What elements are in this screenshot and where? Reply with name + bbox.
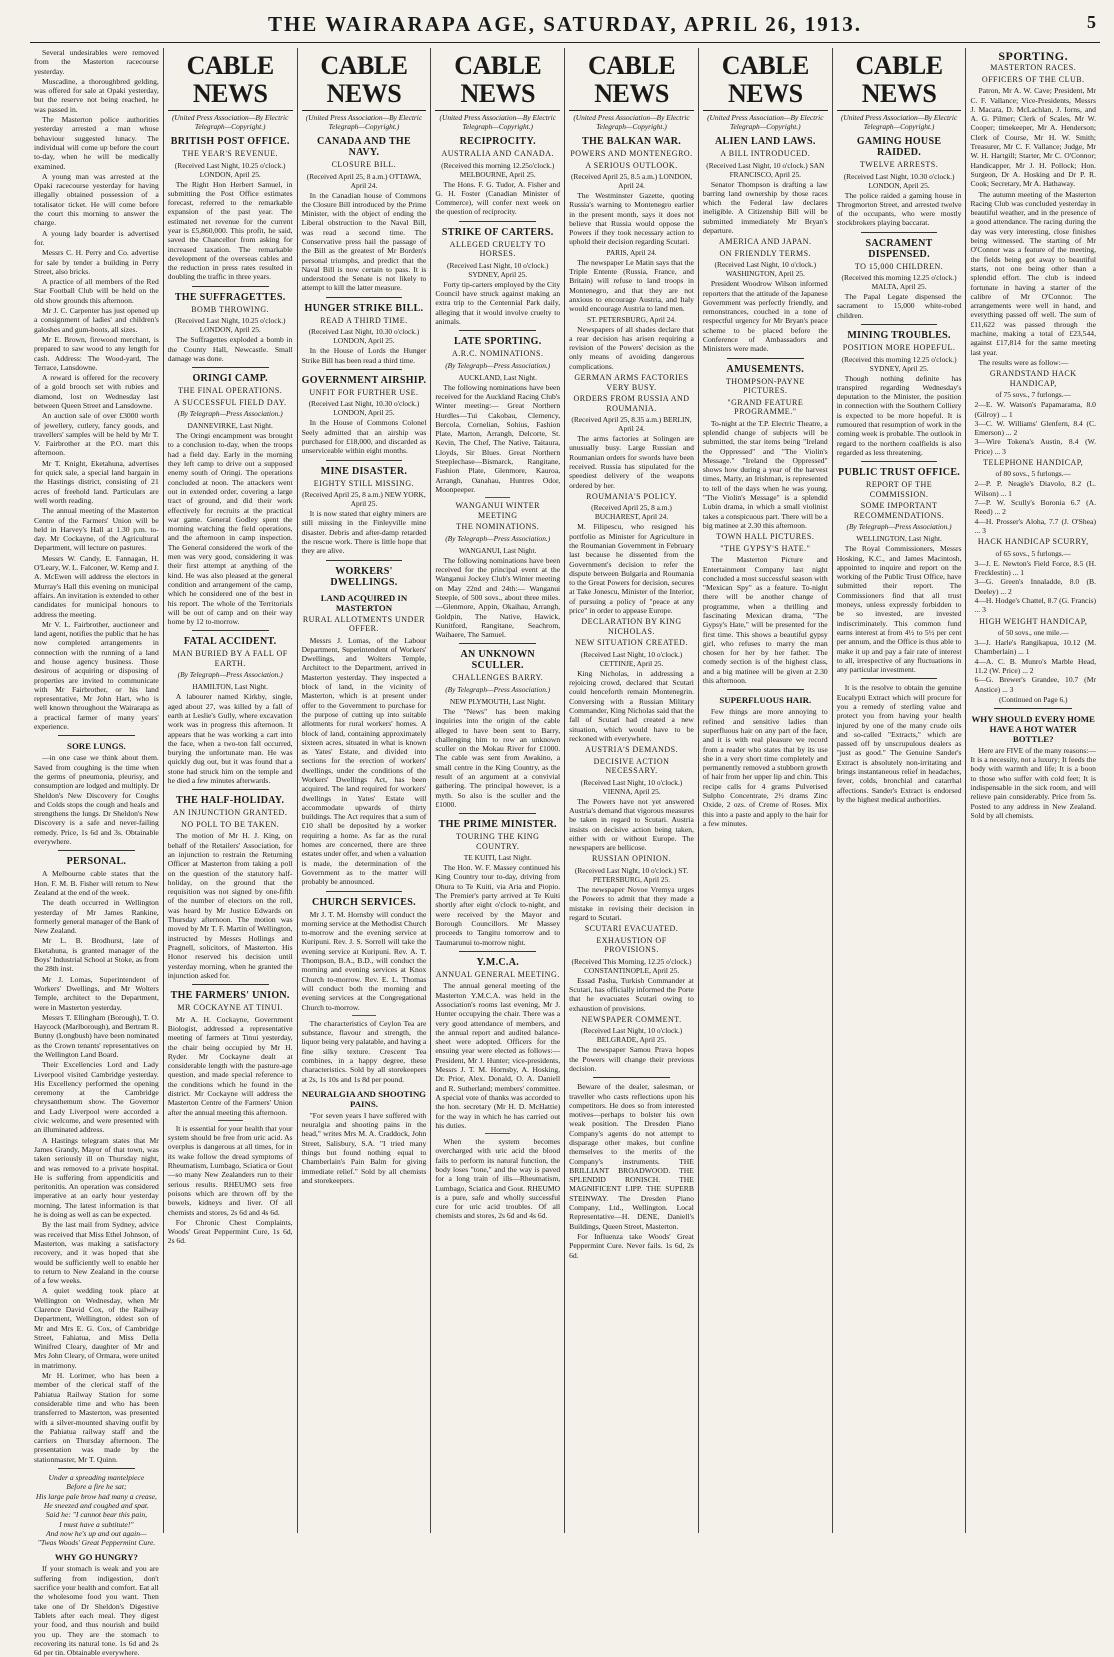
press-credit: (By Telegraph—Press Association.) [445, 533, 551, 543]
divider [459, 643, 536, 644]
race-result: 4—H. Hodge's Chattel, 8.7 (G. Francis) ... 3 [974, 595, 1096, 615]
press-credit: (United Press Association—By Electric Telegraph—Copyright.) [439, 113, 556, 131]
divider [459, 951, 536, 952]
article-heading: ORINGI CAMP. [192, 373, 268, 385]
article-subheading: POSITION MORE HOPEFUL. [842, 343, 956, 353]
divider [58, 735, 135, 736]
advert-text: When the system becomes overcharged with uric acid the blood fails to perform its natural function, the body loses "tone," and the way is paved for a long train of ills—Rheumatism, Lumbago, Sciatica and Gout. RHEUMO is a pure, safe and wholly successful cure for uric acid troubles. Of all chemists and stores, 2s 6d and 4s 6d. [435, 1137, 561, 1221]
columns [30, 48, 1100, 1657]
article-subheading: SOME IMPORTANT RECOMMENDATIONS. [853, 501, 945, 520]
article-subheading: AUSTRALIA AND CANADA. [441, 149, 554, 158]
race-results [970, 400, 1096, 456]
article-text: Mr J. T. M. Hornsby will conduct the morning service at the Methodist Church to-morrow and the evening service at Kuripuni. Rev. J. S. Sorrell will take the evening service at Kuripuni. Rev. A. T. Thompson, B.A., B.D., will conduct the morning and evening services at Knox Church to-morrow. Rev. E. L. Thomas will conduct both the morning and evening services at the Congregational Church to-morrow. [301, 909, 427, 1012]
cable-news-banner: CABLE NEWS [837, 52, 962, 111]
article-subheading: "THE GYPSY'S HATE." [720, 543, 811, 553]
article-heading: NEURALGIA AND SHOOTING PAINS. [301, 1088, 427, 1109]
press-credit: (United Press Association—By Electric Telegraph—Copyright.) [840, 113, 958, 131]
advert-text: Few things are more annoying to refined and sensitive ladies than superfluous hair on any part of the face, and it is with real pleasure we record from a reader who states that by its use she in a very short time completely and permanently removed a stubborn growth of hair from her upper lip and chin. This recipe calls for 4 grams Pulverised Sulpho Concentrate, 2½ drams Zinc Oxide, 2 ozs. of Creme of Roses. Mix this into a paste and apply to the hair for a few minutes. [702, 707, 828, 828]
sore-lungs-heading: SORE LUNGS. [67, 741, 126, 752]
article-heading: AN UNKNOWN SCULLER. [460, 649, 535, 672]
article-subheading: MAN BURIED BY A FALL OF EARTH. [172, 649, 288, 668]
continued-note: (Continued on Page 6.) [998, 694, 1068, 704]
article-heading: WORKERS' DWELLINGS. [330, 565, 398, 588]
dateline: (Received Last Night, 10 o'clock.) SYDNEY, April 25. [446, 260, 549, 279]
dateline: AUCKLAND, Last Night. [458, 372, 537, 382]
race-results [970, 559, 1096, 615]
advert-text: Here are FIVE of the many reasons:—It is a necessity, not a luxury; It feeds the body with warmth and life; It is a boon to those who suffer with cold feet; It is indispensable in the sick room, and will relieve pain considerably. Price from 5s. Posted to any address in New Zealand. Sold by all chemists. [970, 745, 1096, 820]
article-heading: PUBLIC TRUST OFFICE. [838, 467, 961, 479]
news-paragraph: Messrs W. Candy, E. Fannagan, H. O'Leary, W. L. Falconer, W. Kemp and J. A. McEwen will address the electors in Murray's Hall this evening on municipal affairs. An invitation is extended to other candidates for municipal honours to address the meeting. [34, 553, 159, 619]
divider [459, 221, 536, 222]
article-heading: BRITISH POST OFFICE. [170, 136, 290, 147]
dateline: (Received April 25, 8 a.m.) NEW YORK, April 25. [302, 490, 426, 509]
advert-text: The characteristics of Ceylon Tea are substance, flavour and strength, the liquor being very palatable, and having a fine silky texture. Crescent Tea combines, in a happy degree, these characteristics. Sold by all storekeepers at 2s, 1s 10s and 1s 8d per pound. [301, 1018, 427, 1084]
column-cable-news-3 [431, 48, 565, 1533]
press-credit: (By Telegraph—Press Association.) [445, 684, 551, 694]
race-heading: HACK HANDICAP SCURRY, [977, 537, 1089, 547]
race-result: 4—A. C. B. Munro's Marble Head, 11.2 (W. Price) ... 2 [974, 656, 1096, 675]
press-credit: (United Press Association—By Electric Telegraph—Copyright.) [171, 113, 289, 131]
divider [326, 891, 403, 892]
article-text: In the Canadian house of Commons the Closure Bill introduced by the Prime Minister, with the object of ending the Liberal obstruction to the Naval Bill, was read a second time. The Conservative press hail the passage of the Bill as the greatest of Mr Borden's personal triumphs, and predict that the Naval Bill is now certain to pass. It is understood the Senate is not likely to attempt to kill the latter measure. [301, 190, 427, 293]
divider [352, 1015, 377, 1016]
dateline: (Received this morning 12.25o'clock.) MELBOURNE, April 25. [441, 160, 555, 179]
race-result: 6—G. Brewer's Grandee, 10.7 (Mr Anstice) ... 3 [974, 675, 1096, 694]
masthead-title: THE WAIRARAPA AGE, SATURDAY, APRIL 26, 1913. [267, 12, 863, 36]
dateline: (Received April 25, 8 a.m.) OTTAWA, April 24. [306, 171, 422, 190]
masthead [30, 8, 1100, 43]
personal-paragraph: A Hastings telegram states that Mr James Grandy, Mayor of that town, was taken seriously ill on Thursday night, and was removed to a private hospital. He is suffering from appendicitis and peritonitis. An operation was considered imperative at an early hour yesterday morning. The latest information is that he is doing as well as can be expected. [34, 1135, 159, 1220]
article-subheading: BOMB THROWING. [191, 304, 270, 314]
race-result: 2—E. W. Watson's Papamarama, 8.0 (Gilroy) ... 1 [974, 400, 1096, 419]
article-subheading: POWERS AND MONTENEGRO. [570, 149, 693, 158]
divider [861, 678, 938, 679]
personal-paragraph: A quiet wedding took place at Wellington on Wednesday, when Mr Clarence David Cox, of the Railway Department, Wellington, eldest son of Mr and Mrs E. G. Cox, of Cambridge Street, Fahiatua, and Miss Della Winifred Cleary, daughter of Mr and Mrs John Cleary, of Ormara, were united in matrimony. [34, 1286, 159, 1370]
article-subheading: A SERIOUS OUTLOOK. [585, 160, 678, 170]
article-subheading: RURAL ALLOTMENTS UNDER OFFER. [302, 614, 426, 634]
article-text: In the House of Commons Colonel Seely admitted that an airship was purchased for £18,000, and discarded as unserviceable within eight months. [301, 418, 427, 456]
verse-line: I must have a subtitute!" [59, 1519, 134, 1529]
article-heading: THE SUFFRAGETTES. [174, 291, 286, 303]
cable-news-banner: CABLE NEWS [302, 52, 427, 111]
dateline: (Received Last Night, 10 o'clock.) BELGRADE, April 25. [580, 1026, 683, 1045]
article-subheading: THE NOMINATIONS. [456, 522, 540, 532]
cable-news-banner: CABLE NEWS [168, 52, 293, 111]
article-subheading: LAND ACQUIRED IN MASTERTON [320, 592, 408, 613]
dateline: DANNEVIRKE, Last Night. [187, 421, 273, 431]
article-text: The Powers have not yet answered Austria's demand that vigorous measures be taken in regard to Scutari. Austria insists on decisive action being taken, either with or without Europe. The newspapers are bellicose. [569, 796, 694, 853]
article-subheading: TOURING THE KING COUNTRY. [456, 832, 540, 851]
officers-heading: OFFICERS OF THE CLUB. [981, 74, 1085, 84]
press-credit: (United Press Association—By Electric Telegraph—Copyright.) [707, 113, 824, 131]
divider [485, 1133, 510, 1134]
personal-paragraph: A Melbourne cable states that the Hon. F. M. B. Fisher will return to New Zealand at the end of the week. [34, 869, 159, 897]
divider [192, 630, 269, 631]
race-results [970, 479, 1096, 535]
personal-paragraph: Mr J. Lomas, Superintendent of Workers' Dwellings, and Mr Wolters Temple, architect to the Department, were in Masterton yesterday. [34, 974, 159, 1012]
article-subheading: ANNUAL GENERAL MEETING. [435, 969, 560, 979]
article-heading: HUNGER STRIKE BILL. [304, 302, 424, 314]
article-heading: THE HALF-HOLIDAY. [176, 795, 285, 807]
verse [34, 1473, 159, 1547]
article-text: The Oringi encampment was brought to a conclusion to-day, when the troops had a field day. Early in the morning they left camp to drive out a supposed enemy south of Oringi. The operations concluded at noon. The attackers went out in extended order, covering a large tract of ground, and did their work effectively for recruits at the practical war game. General Godley spent the morning watching the field operations, and the afternoon in camp inspection. The General considered the work of the men was very good, considering it was their first attempt at anything of the kind. He was also pleased at the general condition and arrangement of the camp, which he considered one of the best in his report. The whole of the Territorials will be out of camp and on their way home by 12 to-morrow. [167, 431, 293, 627]
personal-paragraph: Their Excellencies Lord and Lady Liverpool visited Cambridge yesterday. His Excellency performed the opening ceremony at the Cambridge chrysanthemum show. The Governor and Lady Liverpool were accorded a civic welcome, and were presented with an illuminated address. [34, 1060, 159, 1135]
divider [861, 324, 938, 325]
advert-text: It is the resolve to obtain the genuine Eucalypti Extract which will procure for you a remedy of sterling value and protect you from having your health injured by one of the many crude oils and so-called "Extracts," which are passed off by unscrupulous dealers as "just as good." The Genuine Sander's Extract is absolutely non-irritating and brings instantaneous relief in headaches, fever, colds, bronchial and catarrhal affections. Sander's Extract is endorsed by the highest medical authorities. [836, 683, 962, 804]
dateline: HAMILTON, Last Night. [192, 682, 268, 692]
column-cable-news-2 [298, 48, 432, 1533]
personal-paragraph: Mr H. Lorimer, who has been a member of the clerical staff of the Pahiatua Railway Station for some considerable time and who has been transferred to Masterton, was presented with a silver-mounted shaving outfit by the Pahiatua railway staff and the carriers on Thursday afternoon. The presentation was made by the stationmaster, Mr T. Quinn. [34, 1371, 159, 1464]
press-credit: (United Press Association—By Electric Telegraph—Copyright.) [573, 113, 690, 131]
press-credit: (By Telegraph—Press Association.) [846, 522, 952, 532]
divider [727, 689, 804, 690]
article-text: The Right Hon Herbert Samuel, in submitting the Post Office estimates forecast, referred to the remarkable expansion of the past year. The estimated net revenue for the current year is £5,860,000. This profit, he said, saved the Chancellor from asking for increased taxation. The remarkable development of the overseas cables and the reduction in press rates resulted in doubling the traffic in three years. [167, 179, 293, 282]
dateline: ST. PETERSBURG, April 24. [587, 314, 676, 324]
article-subheading: NO POLL TO BE TAKEN. [181, 819, 280, 829]
article-text: It is now stated that eighty miners are still missing in the Finleyville mine disaster. Debris and after-damp retarded the rescue work. There is little hope that they are alive. [301, 509, 427, 556]
article-text: The "News" has been making inquiries into the origin of the cable alleged to have been sent to Barry, challenging him to row an unknown sculler on the Mokau River for £1000. The cable was sent from Awakino, a small centre in the King Country, as the result of an argument at a convivial gathering. The principal however, is a myth. So also is the sculler and the £1000. [435, 706, 561, 809]
race-heading: TELEPHONE HANDICAP, [983, 457, 1084, 467]
article-subheading: THE FINAL OPERATIONS. [178, 386, 283, 396]
race-result: 3—J. Harle's Rangikapua, 10.12 (M. Chamberlain) ... 1 [974, 638, 1096, 657]
article-heading: CANADA AND THE NAVY. [316, 136, 411, 158]
article-heading: CHURCH SERVICES. [311, 896, 416, 908]
race-result: 4—H. Prosser's Aloha, 7.7 (J. O'Shea) ... 3 [974, 516, 1096, 535]
article-heading: ALIEN LAND LAWS. [714, 136, 816, 147]
dateline: (Received April 25, 8.5 a.m.) LONDON, April 24. [570, 172, 693, 190]
article-subheading: WANGANUI WINTER MEETING [455, 501, 540, 520]
dateline: (Received Last Night, 10 o'clock.) SAN FRANCISCO, April 25. [706, 160, 825, 179]
article-text: The following nominations have been received for the principal event at the Wanganui Jockey Club's Winter meeting on May 22nd and 24th:— Wanganui Steeple, of 500 sovs., about three miles.—Glenmore, Appin, Okaihau, Arrangh, Goldpin, The Native, Hawick, Kunitford, Rangitane, Seachrom, Waihaere, The Samuel. [435, 555, 561, 640]
article-heading: THE FARMERS' UNION. [170, 990, 290, 1002]
cable-news-banner: CABLE NEWS [703, 52, 828, 111]
article-subheading: A.R.C. NOMINATIONS. [451, 349, 544, 359]
page-number: 5 [1087, 12, 1096, 32]
article-subheading: TO 15,000 CHILDREN. [854, 261, 944, 271]
divider [727, 358, 804, 359]
dateline: (Received this morning 12.25 o'clock.) MALTA, April 25. [841, 273, 957, 292]
news-paragraph: An auction sale of over £3000 worth of jewellery, cutlery, fancy goods, and travellers' samples will be held by Mr T. V. Fairbrother at the P.O. mart this afternoon. [34, 411, 159, 458]
article-text: The following nominations have been received for the Auckland Racing Club's Winter meeting:— Great Northern Hurdles—Tui Cakobau, Clemency, Bercola, Cornelian, Sohius, Fashion Plate, Marton, Arrangh, Delcorte, St. Kevin, The Chef, The Native, Taitaura, Lloyds, Sir Blues. Great Northern Steeplechase—Bismarck, Rangitane, Fashion Plate, Glenmore, Kauroa, Arrangh, Oanahau, Huntres Odor, Moonpeeper. [435, 382, 561, 494]
news-paragraph: A young lady boarder is advertised for. [34, 228, 159, 247]
news-paragraph: A reward is offered for the recovery of a gold brooch set with rubies and diamond, lost on Wednesday last between Queen Street and Lansdowne. [34, 373, 159, 410]
dateline: NEW PLYMOUTH, Last Night. [449, 696, 546, 706]
article-subheading: AUSTRIA'S DEMANDS. [584, 745, 679, 755]
local-paragraphs [34, 48, 159, 731]
article-text: The Westminster Gazette, quoting Russia's warning to Montenegro earlier in the present month, says it does not believe that Russia would oppose the Powers if they took necessary action to uphold their decision regarding Scutari. [569, 191, 694, 247]
news-paragraph: Mr T. Knight, Eketahuna, advertises for quick sale, a special land bargain in the Hastings district, consisting of 21 acres of freehold land. Particulars are well worth reading. [34, 458, 159, 505]
article-subheading: EIGHTY STILL MISSING. [313, 478, 415, 488]
divider [326, 297, 403, 298]
article-text: The annual general meeting of the Masterton Y.M.C.A. was held in the Association's rooms last evening, Mr J. Hunter occupying the chair. There was a very good attendance of members, and the annual report and audited balance-sheet were adopted. Officers for the ensuing year were elected as follows:—President, Mr J. Hunter; vice-presidents, Messrs J. T. M. Hornsby, A. Hosking, Dr. Prior, Alex. Donald, O. A. Daniell and R. Sutherland; members' committee. A special vote of thanks was accorded to the hon. secretary (Mr H. D. McHattie) for the way in which he has carried out his duties. [435, 981, 561, 1130]
dateline: (Received Last Night, 10.30 o'clock.) LONDON, April 25. [308, 327, 420, 346]
article-subheading: AMERICA AND JAPAN. [719, 237, 812, 247]
article-subheading: TWELVE ARRESTS. [859, 160, 939, 169]
column-cable-news-6 [833, 48, 967, 1533]
divider [58, 850, 135, 851]
personal-paragraph: The death occurred in Wellington yesterday of Mr James Rankine, formerly general manager of the Bank of New Zealand. [34, 898, 159, 936]
divider [58, 1468, 135, 1469]
article-subheading: THOMPSON-PAYNE PICTURES. [725, 376, 805, 396]
article-text: The Hons. F. G. Tudor, A. Fisher and G. H. Foster (Canadian Minister of Commerce), will confer next week on the question of reciprocity. [435, 179, 561, 217]
article-subheading: ON FRIENDLY TERMS. [719, 248, 812, 258]
article-heading: MINE DISASTER. [320, 465, 408, 477]
race-subheading: of 65 sovs., 5 furlongs.— [995, 548, 1071, 558]
sporting-heading: SPORTING. [998, 49, 1069, 63]
race-result: 3—J. E. Newton's Field Force, 8.5 (H. Frecklestin) ... 1 [974, 558, 1096, 578]
dateline: (Received April 25, 8 a.m.) BUCHAREST, April 24. [591, 503, 672, 522]
dateline: TE KUITI, Last Night. [463, 853, 532, 863]
divider [192, 789, 269, 790]
dateline: (Received this morning 12.25 o'clock.) SYDNEY, April 25. [841, 354, 957, 373]
column-local-news [30, 48, 164, 1657]
article-subheading: MR COCKAYNE AT TINUI. [177, 1003, 283, 1013]
article-heading: THE PRIME MINISTER. [438, 819, 557, 831]
article-subheading: READ A THIRD TIME. [320, 315, 408, 325]
news-paragraph: The annual meeting of the Masterton Centre of the Farmers' Union will be held in Harvey's Hall at 1.30 p.m. to-day. Mr Cockayne, of the Agricultural Department, will lecture on pastures. [34, 506, 159, 553]
article-subheading: REPORT OF THE COMMISSION. [865, 480, 933, 499]
press-credit: (By Telegraph—Press Association.) [177, 670, 283, 680]
article-text: To-night at the T.P. Electric Theatre, a splendid change of subjects will be submitted, the star items being "Ireland the Oppressed" and "The Violin's Message." "Ireland the Oppressed" shows how during a year of the harvest times, Marty, an Irishman, is represented to tell of the days when he was young. "The Violin's Message" is a splendid Lubin drama, in which a small violinist takes a conspicuous part. There will be a big matinee at 2.30 this afternoon. [702, 418, 828, 530]
verse-line: Under a spreading mantelpiece [48, 1473, 145, 1483]
verse-line: He sneezed and coughed and spat. [43, 1500, 149, 1510]
divider [861, 232, 938, 233]
verse-line: Said he: "I cannot bear this pain, [45, 1510, 148, 1520]
race-result: 7—P. W. Scully's Boronia 6.7 (A. Reed) ... 2 [974, 498, 1096, 517]
article-text: M. Filipescu, who resigned his portfolio as Minister for Agriculture in the Roumanian Government in February last because he dissented from the Government's decision to refer the dispute between Bulgaria and Roumania to the Great Powers for decision, secures at Take Jonescu, Minister of the Interior, of pursuing a policy of "peace at any price" in order to appease Europe. [569, 522, 694, 615]
article-heading: THE BALKAN WAR. [581, 136, 682, 147]
news-paragraph: Messrs C. H. Perry and Co. advertise for sale by tender a building in Perry Street, also bricks. [34, 248, 159, 276]
article-subheading: GERMAN ARMS FACTORIES VERY BUSY. [574, 373, 689, 392]
article-subheading: ORDERS FROM RUSSIA AND ROUMANIA. [573, 394, 690, 413]
dateline: (Received Last Night, 10.25 o'clock.) LONDON, April 25. [174, 316, 286, 335]
article-text: The newspaper Novoe Vremya urges the Powers to admit that they made a mistake in revising their decision in regard to Scutari. [569, 884, 694, 922]
article-text: Newspapers of all shades declare that a rear decision has arisen requiring a revision of the Powers' decision as the only means of avoiding dangerous complications. [569, 324, 694, 371]
dateline: WANGANUI, Last Night. [458, 545, 537, 555]
dateline: (Received Last Night, 10.25 o'clock.) LONDON, April 25. [174, 160, 286, 179]
dateline: (Received Last Night, 10.30 o'clock.) LONDON, April 25. [843, 171, 955, 190]
advert-heading: WHY SHOULD EVERY HOME HAVE A HOT WATER BOTTLE? [971, 713, 1095, 744]
dateline: WELLINGTON, Last Night. [856, 534, 942, 544]
divider [192, 286, 269, 287]
press-credit: (United Press Association—By Electric Telegraph—Copyright.) [305, 113, 423, 131]
article-text: King Nicholas, in addressing a rejoicing crowd, declared that Scutari could henceforth remain Montenegrin. Conversing with a Russian Military Commander, King Nicholas said that the fall of Scutari had created a new situation, which would have to be reckoned with everywhere. [569, 668, 694, 743]
race-results [970, 638, 1096, 694]
race-heading: GRANDSTAND HACK HANDICAP, [989, 369, 1077, 388]
race-subheading: of 50 sovs., one mile.— [997, 628, 1069, 638]
verse-line: "Twas Woods' Great Peppermint Cure. [37, 1538, 156, 1548]
article-text: Though nothing definite has transpired regarding Wednesday's deputation to the Minister, the position in connection with the Southern Colliery is expected to be more hopeful. It is rumoured that resumption of work in the coming week is probable. The outlook in regard to the northern coalfields is also regarded as less threatening. [836, 373, 962, 457]
column-sporting [966, 48, 1100, 1533]
news-paragraph: Mr J. C. Carpenter has just opened up a consignment of ladies' and children's galoshes and gum-boots, all sizes. [34, 306, 159, 334]
article-heading: AMUSEMENTS. [726, 363, 805, 375]
hungry-heading: WHY GO HUNGRY? [54, 1552, 138, 1563]
article-heading: SUPERFLUOUS HAIR. [719, 695, 812, 706]
advert-text: "For seven years I have suffered with neuralgia and shooting pains in the head," writes Mrs M. A. Craddock, John Street, Salisbury, S.A. "I tried many things but found nothing equal to Chamberlain's Pain Balm for giving immediate relief." Sold by all chemists and storekeepers. [301, 1110, 427, 1185]
news-paragraph: A young man was arrested at the Opaki racecourse yesterday for having illegally obtained possession of a totalisator ticket. He will come before the court this morning to answer the charge. [34, 171, 159, 228]
article-text: Messrs J. Lomas, of the Labour Department, Superintendent of Workers' Dwellings, and Wolters Temple, Architect to the Department, arrived in Masterton yesterday. They inspected a block of land, in the vicinity of Masterton, which is at present under offer to the Government to purchase for the purpose of cutting up into suitable allotments for rural workers' homes. A block of land, containing approximately sixteen acres, situated in what is known as Yates' Estate, and divided into sections for the erection of workers' dwellings, under the conditions of the Workers' Dwellings Act, has been acquired. The land required for workers' dwellings in Yates' Estate will accommodate upwards of thirty buildings. The Act requires that a sum of £10 shall be deposited by a worker requiring a home. As far as the rural homes are concerned, there are three estates under offer, and when a valuation is made, the determination of the Government as to the matter will probably be announced. [301, 635, 427, 887]
personal-paragraph: By the last mail from Sydney, advice was received that Miss Ethel Johnson, of Masterton, was making a satisfactory recovery, and it was hoped that she would be sufficiently well to enable her to return to New Zealand in the course of a few weeks. [34, 1220, 159, 1286]
dateline: (Received Last Night, 10 o'clock.) WASHINGTON, April 25. [714, 260, 817, 279]
dateline: (Received Last Night, 10 o'clock.) CETTINJE, April 25. [580, 649, 683, 668]
article-text: The newspaper Samou Prava hopes the Powers will change their previous decision. [569, 1045, 694, 1073]
personal-heading: PERSONAL. [66, 856, 127, 868]
news-paragraph: Mr E. Brown, firewood merchant, is prepared to saw wood to any length for cash. Address: The Wood-yard, The Terrace, Lansdowne. [34, 334, 159, 372]
divider [485, 497, 510, 498]
article-text: Mr A. H. Cockayne, Government Biologist, addressed a representative meeting of farmers at Tinui yesterday, the chair being occupied by Mr H. Ryder. Mr Cockayne dealt at considerable length with the pasture-age question, and made special reference to the conditions which he found in the district. Mr Cockayne will address the Masterton Centre of the Farmers' Union after the annual meeting this afternoon. [167, 1014, 293, 1117]
race-result: 2—P. P. Neagle's Diavolo, 8.2 (L. Wilson) ... 1 [974, 479, 1096, 498]
races-heading: MASTERTON RACES. [990, 63, 1077, 73]
article-subheading: DECLARATION BY KING NICHOLAS. [581, 617, 682, 636]
race-subheading: of 75 sovs., 7 furlongs.— [995, 390, 1071, 400]
divider [326, 369, 403, 370]
dateline: (Received April 25, 8.35 a.m.) BERLIN, April 24. [571, 415, 692, 434]
verse-line: And now he's up and out again— [46, 1528, 147, 1538]
article-heading: STRIKE OF CARTERS. [441, 226, 554, 238]
verse-line: Before a fire he sat; [66, 1482, 127, 1492]
article-subheading: NEW SITUATION CREATED. [575, 638, 688, 648]
advert-text: Beware of the dealer, salesman, or traveller who casts reflections upon his competitors. He does so from interested motives—perhaps to bolster his own weak position. The Dresden Piano Company's agents do not attempt to disparage other makes, but confine themselves to the merits of the Company's instruments. THE BRILLIANT BROADWOOD. THE SPLENDID RONISCH. THE MAGNIFICENT LIPP. THE SUPERB STEINWAY. The Dresden Piano Company, Ltd., Wellington. Local Representative—H. DENE, Daniell's Buildings, Queen Street, Masterton. [569, 1082, 694, 1231]
cable-news-banner: CABLE NEWS [569, 52, 694, 111]
personal-paragraph: Messrs T. Ellingham (Borough), T. O. Haycock (Marlborough), and Bertram R. Bunny (Longbush) have been nominated as the Crown tenants' representatives on the Wellington Land Board. [34, 1012, 159, 1059]
article-text: The newspaper Le Matin says that the Triple Entente (Russia, France, and Britain) will refuse to land troops in Montenegro, and that they are not anxious to encourage Austria, and Italy would encourage Austria to land men. [569, 257, 694, 314]
article-subheading: A SUCCESSFUL FIELD DAY. [173, 397, 287, 407]
dateline: (Received Last Night, 10 o'clock.) ST. PETERSBURG, April 25. [574, 865, 689, 884]
news-paragraph: A practice of all members of the Red Star Football Club will be held on the old show grounds this afternoon. [34, 277, 159, 305]
article-subheading: ROUMANIA'S POLICY. [586, 491, 677, 501]
news-paragraph: Muscadine, a thoroughbred gelding, was offered for sale at Opaki yesterday, but the reserve not being reached, he was passed in. [34, 76, 159, 114]
cable-news-banner: CABLE NEWS [435, 52, 560, 111]
article-subheading: TOWN HALL PICTURES. [716, 532, 815, 542]
article-subheading: UNFIT FOR FURTHER USE. [309, 387, 419, 397]
article-subheading: RUSSIAN OPINION. [591, 854, 672, 864]
article-text: Senator Thompson is drafting a law barring land ownership by those races which the Federal law declares ineligible. A Citizenship Bill will be submitted immediately Mr Bryan's departure. [702, 179, 828, 235]
article-heading: MINING TROUBLES. [847, 330, 951, 342]
race-result: 3—C. W. Williams' Glenfern, 8.4 (C. Emerson) ... 2 [974, 418, 1096, 438]
article-heading: LATE SPORTING. [453, 336, 542, 348]
race-result: 3—G. Green's Innaladde, 8.0 (B. Deeley) ... 2 [974, 577, 1096, 596]
divider [192, 367, 269, 368]
verse-line: His large pale brow had many a crease, [35, 1491, 157, 1501]
divider [994, 708, 1072, 709]
divider [593, 1077, 670, 1078]
article-subheading: NEWSPAPER COMMENT. [581, 1014, 682, 1024]
news-paragraph: Several undesirables were removed from the Masterton racecourse yesterday. [34, 48, 159, 76]
article-subheading: "GRAND FEATURE PROGRAMME." [727, 397, 804, 417]
dateline: (Received This Morning, 12.25 o'clock.) CONSTANTINOPLE, April 25. [571, 956, 692, 975]
advert-footer: For Influenza take Woods' Great Peppermint Cure. Never fails. 1s 6d, 2s 6d. [569, 1231, 694, 1260]
article-heading: GAMING HOUSE RAIDED. [856, 136, 942, 158]
news-paragraph: The Masterton police authorities yesterday arrested a man whose behaviour suggested lunacy. The individual will come up before the court to-day, when he will be medically examined. [34, 115, 159, 171]
article-subheading: CLOSURE BILL. [331, 160, 397, 169]
article-subheading: ALLEGED CRUELTY TO HORSES. [449, 239, 546, 259]
dateline: PARIS, April 24. [606, 247, 657, 257]
article-subheading: EXHAUSTION OF PROVISIONS. [596, 935, 667, 955]
column-cable-news-4 [565, 48, 699, 1533]
personal-paragraphs [34, 869, 159, 1464]
article-subheading: SCUTARI EVACUATED. [584, 924, 679, 934]
article-heading: GOVERNMENT AIRSHIP. [301, 374, 427, 386]
results-intro: The results were as follow:— [978, 357, 1069, 367]
dateline: (Received Last Night, 10.30 o'clock.) LONDON, April 25. [308, 399, 420, 418]
advert-footer: For Chronic Chest Complaints, Woods' Great Peppermint Cure, 1s 6d, 2s 6d. [167, 1217, 293, 1246]
article-text: The Suffragettes exploded a bomb in the County Hall, Newcastle. Small damage was done. [167, 335, 293, 363]
column-cable-news-1 [164, 48, 298, 1533]
article-subheading: AN INJUNCTION GRANTED. [173, 808, 288, 818]
divider [326, 560, 403, 561]
article-heading: SACRAMENT DISPENSED. [865, 237, 933, 260]
article-text: The Masterton Picture and Entertainment Company last night concluded a most successful season with "Mexican Spy" as a feature. To-night there will be another change of programme, when a thrilling and fascinating Mexican drama, "The Gypsy's Hate," will be presented for the first time. This shows a beautiful gypsy girl, who refuses to marry the man chosen for her by her father. The comedy section is of the highest class, and a big matinee will be given at 2.30 this afternoon. [702, 555, 828, 686]
divider [459, 813, 536, 814]
article-text: The Papal Legate dispensed the sacrament to 15,000 white-robed children. [836, 292, 962, 320]
article-heading: RECIPROCITY. [459, 136, 536, 147]
divider [861, 461, 938, 462]
article-heading: Y.M.C.A. [476, 956, 520, 968]
advert-text: It is essential for your health that your system should be free from uric acid. As overplus is dangerous at all times, for in its wake follow the dread symptoms of Rheumatism, Lumbago, Sciatica or Gout—so many New Zealanders run to their serious results. RHEUMO sets free poisons which are thrown off by the bowels, kidneys and liver. Of all chemists and stores, 2s 6d and 4s 6d. [167, 1123, 293, 1217]
article-text: In the House of Lords the Hunger Strike Bill has been read a third time. [301, 346, 427, 365]
article-subheading: DECISIVE ACTION NECESSARY. [593, 756, 670, 776]
sore-lungs-text: —in one case we think about them. Saved from coughing is the time when the germs of pneumonia, pleurisy, and consumption are lodged and multiply. Dr Sheldon's New Discovery for Coughs and Colds stops the cough and heals and strengthens the lungs. Dr Sheldon's New Discovery is a safe and never-failing remedy. Price, 1s 6d and 3s. Obtainable everywhere. [34, 753, 159, 847]
divider [459, 330, 536, 331]
press-credit: (By Telegraph—Press Association.) [445, 360, 551, 370]
race-report: The autumn meeting of the Masterton Racing Club was concluded yesterday in beautiful weather, and in the presence of a good attendance. The racing during the day was very interesting, close finishes being witnessed. The starting of Mr O'Connor was a feature of the meeting, the fields being got away to beautiful starts, not one being other than a splendid effort. The club is indeed fortunate in having a starter of the calibre of Mr O'Connor. The arrangements were well in hand, and everything passed off well. The sum of £11,622 was passed through the machine, making a total of £23,544, against £17,814 for the same meeting last year. [970, 189, 1096, 357]
article-subheading: A BILL INTRODUCED. [720, 149, 811, 158]
divider [218, 1120, 243, 1121]
article-text: The motion of Mr H. J. King, on behalf of the Retailers' Association, for an injunction to restrain the Returning Officer at Masterton from taking a poll on the question of the statutory half-holiday, on the ground that the requisition was not signed by one-fifth of the number of electors on the roll, was heard by Mr Justice Edwards on Thursday afternoon. The motion was moved by Mr T. F. Martin of Wellington, instructed by Messrs Hollings and Pragnell, solicitors, of Masterton. His Honor reserved his decision until yesterday morning, when he granted the injunction asked for. [167, 831, 293, 980]
article-text: President Woodrow Wilson informed reporters that the attitude of the Japanese Government was perfectly friendly, and remonstrances, couched in a tone of respectful urgency for Mr Bryan's peace scheme to be placed before the Conference of Ambassadors and Ministers were made. [702, 279, 828, 354]
article-text: The Hon. W. F. Massey continued his King Country tour to-day, driving from Ohura to Te Kuiti, via Aria and Piopio. The Premier's party arrived at Te Kuiti shortly after eight o'clock to-night, and were received by the Mayor and Borough Councillors. Mr Massey proceeds to Tangitu tomorrow and to Taumarunui to-morrow night. [435, 863, 561, 947]
divider [192, 984, 269, 985]
column-cable-news-5 [699, 48, 833, 1533]
article-subheading: THE YEAR'S REVENUE. [182, 149, 279, 158]
article-text: Forty tip-carters employed by the City Council have struck against making an extra trip to the Centennial Park daily, alleging that it would involve cruelty to animals. [435, 279, 561, 326]
press-credit: (By Telegraph—Press Association.) [177, 409, 283, 419]
article-heading: FATAL ACCIDENT. [183, 636, 277, 648]
race-heading: HIGH WEIGHT HANDICAP, [979, 616, 1088, 626]
article-text: The police raided a gaming house in Throgmorton Street, and arrested twelve of the occupants, who were mostly stockbrokers playing baccarat. [836, 190, 962, 228]
race-result: 3—Wire Tokena's Austin, 8.4 (W. Price) ... 3 [974, 437, 1096, 456]
personal-paragraph: Mr L. B. Brodhurst, late of Eketahuna, is granted manager of the Boys' Industrial School at Stoke, as from the 28th inst. [34, 936, 159, 974]
dateline: (Received Last Night, 10 o'clock.) VIENNA, April 25. [580, 777, 683, 796]
article-text: The arms factories at Solingen are unusually busy. Large Russian and Roumanian orders for swords have been received. Russia has stipulated for the speediest delivery of the weapons ordered by her. [569, 434, 694, 490]
officers-text: Patron, Mr A. W. Cave; President, Mr C. F. Vallance; Vice-Presidents, Messrs J. Macara, D. McLachlan, J. Iorns, and A. G. Pilmer; Clerk of Scales, Mr W. Cooper; timekeeper, Mr A. Henderson; Clerk of Course, Mr H. W. Smith; Treasurer, Mr C. F. Vallance; Judge, Mr W. H. Hartgill; Starter, Mr C. O'Connor; Handicapper, Mr J. H. Pollock; Hon. Surgeon, Dr A. Hosking and Dr P. R. Cook; Secretary, Mr A. Hathaway. [970, 86, 1096, 189]
hungry-text: If your stomach is weak and you are suffering from indigestion, don't sacrifice your health and comfort. Eat all the wholesome food you want. Then take one of Dr Sheldon's Digestive Tablets after each meal. They digest your food, and thus nourish and build you up. They are the stomach to recovering its natural tone. 1s 6d and 2s 6d per tin. Obtainable everywhere. [34, 1564, 159, 1657]
article-text: Essad Pasha, Turkish Commander at Scutari, has officially informed the Porte that he evacuates Scutari owing to exhaustion of provisions. [569, 975, 694, 1013]
race-subheading: of 80 sovs., 5 furlongs.— [995, 469, 1071, 479]
article-text: The Royal Commissioners, Messrs Hosking, K.C., and James Macintosh, appointed to inquire and report on the working of the Public Trust Office, have submitted their report. The Commissioners find that all trust moneys, unless expressly forbidden to be so invested, are invested indiscriminately. This common fund earns interest at from 4½ to 5½ per cent per annum, and the Office is thus able to make it up and pay a fair rate of interest to all, irrespective of any fluctuations in any particular investment. [836, 544, 962, 675]
article-text: A labourer named Kirkby, single, aged about 27, was killed by a fall of earth at Leslie's Gully, where excavation work was in progress this afternoon. It appears that he was working a cart into the face, when a two-ton fall occurred, burying the unfortunate man. He was quickly dug out, but it was found that a stone had struck him on the temple and he died a few minutes afterwards. [167, 692, 293, 786]
divider [326, 460, 403, 461]
news-paragraph: Mr V. L. Fairbrother, auctioneer and land agent, notifies the public that he has now completed arrangements in connection with the running of a land and house agency business. Those desirous of acquiring or disposing of properties are invited to communicate with Mr Fairbrother, or his land representative, Mr John Hart, who is well known throughout the Wairarapa as a practical farmer of many years' experience. [34, 619, 159, 732]
article-subheading: CHALLENGES BARRY. [452, 673, 544, 683]
